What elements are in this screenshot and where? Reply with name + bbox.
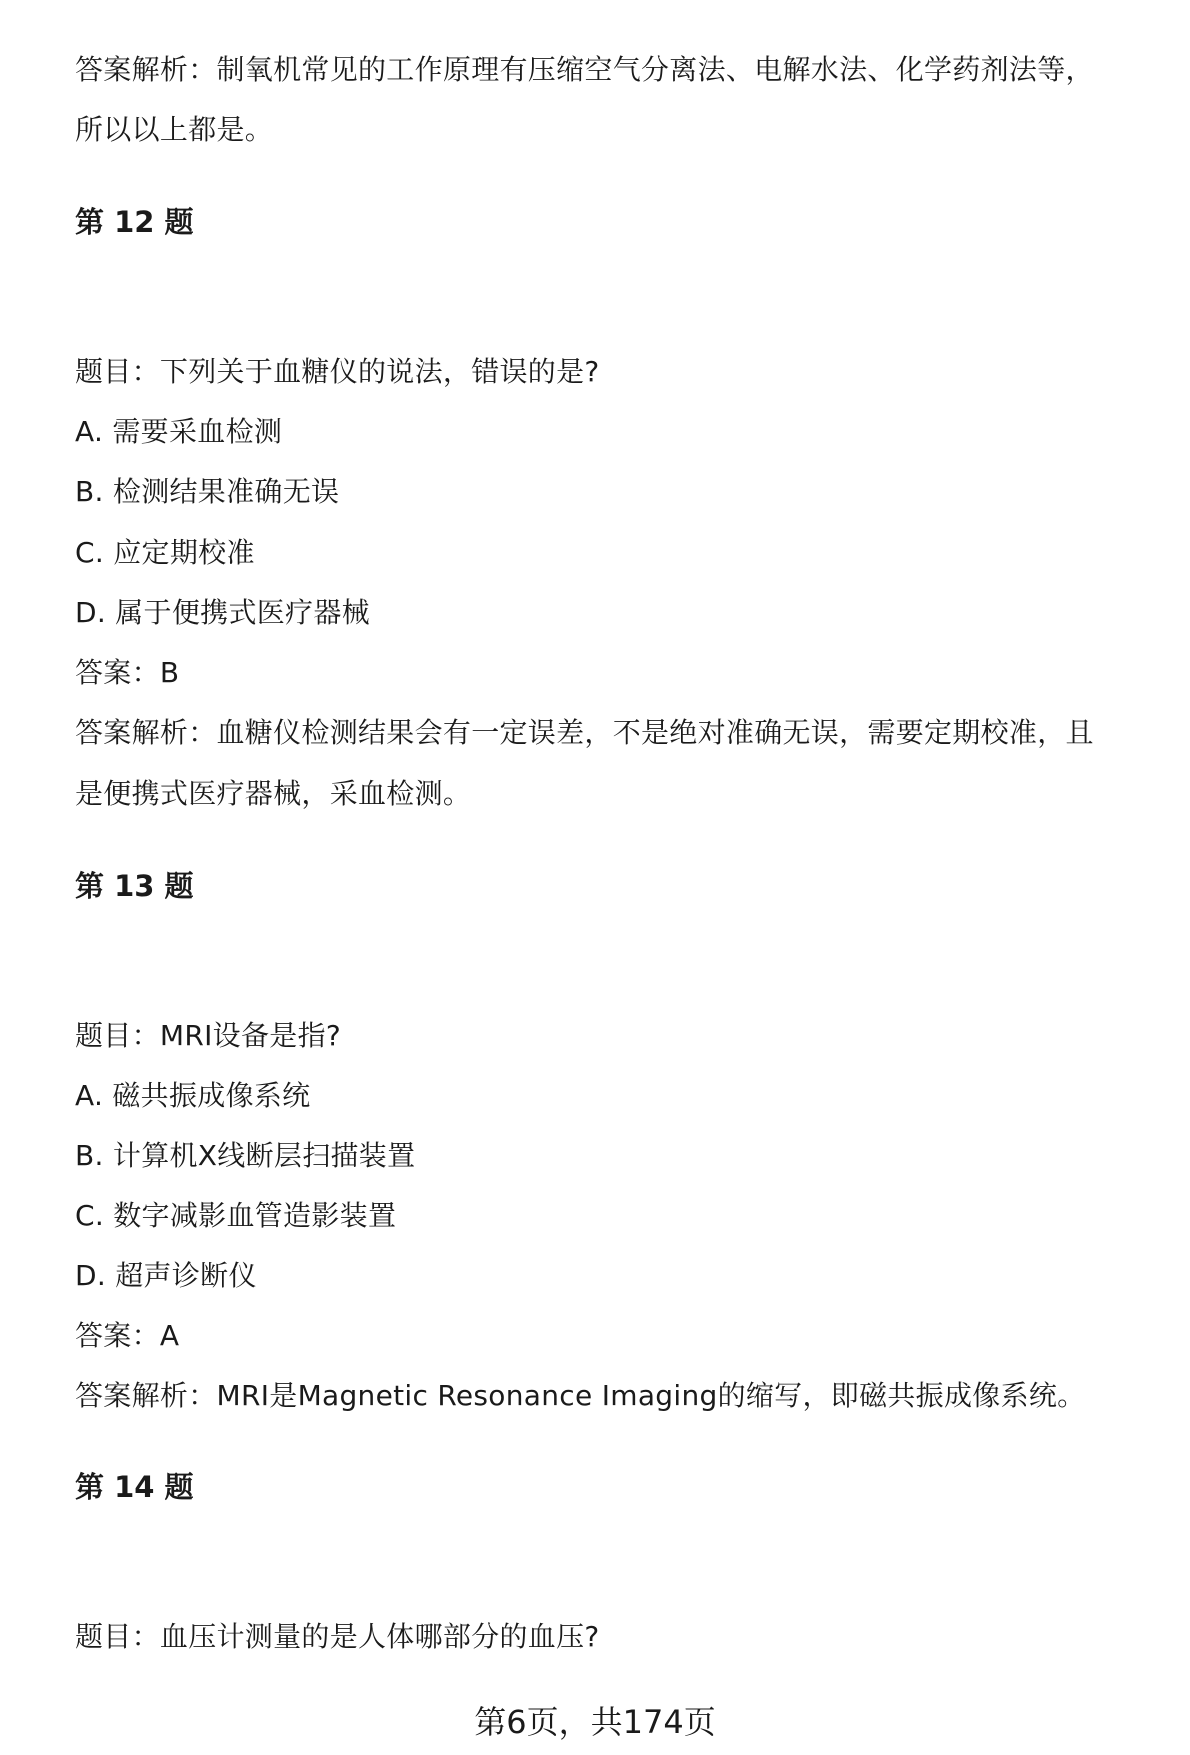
q13-option-b: B. 计算机X线断层扫描装置: [75, 1139, 416, 1172]
q11-explanation-line-2: 所以以上都是。: [75, 113, 274, 146]
q12-option-c: C. 应定期校准: [75, 536, 255, 569]
q13-option-a: A. 磁共振成像系统: [75, 1079, 311, 1112]
q13-option-c: C. 数字减影血管造影装置: [75, 1199, 397, 1232]
q14-question: 题目：血压计测量的是人体哪部分的血压?: [75, 1620, 600, 1653]
q13-question: 题目：MRI设备是指?: [75, 1019, 342, 1052]
q13-heading: 第 13 题: [75, 869, 194, 903]
page-number-footer: 第6页，共174页: [474, 1703, 716, 1741]
q13-option-d: D. 超声诊断仪: [75, 1259, 257, 1292]
q13-explanation-line-1: 答案解析：MRI是Magnetic Resonance Imaging的缩写，即磁共振成像系统。: [75, 1379, 1086, 1412]
q13-answer: 答案：A: [75, 1319, 180, 1352]
q12-option-b: B. 检测结果准确无误: [75, 475, 340, 508]
q12-answer: 答案：B: [75, 656, 180, 689]
q12-question: 题目：下列关于血糖仪的说法，错误的是?: [75, 355, 600, 388]
q11-explanation-line-1: 答案解析：制氧机常见的工作原理有压缩空气分离法、电解水法、化学药剂法等，: [75, 53, 1094, 86]
q12-option-d: D. 属于便携式医疗器械: [75, 596, 370, 629]
q12-option-a: A. 需要采血检测: [75, 415, 283, 448]
q14-heading: 第 14 题: [75, 1470, 194, 1504]
q12-explanation-line-2: 是便携式医疗器械，采血检测。: [75, 777, 472, 810]
q12-explanation-line-1: 答案解析：血糖仪检测结果会有一定误差，不是绝对准确无误，需要定期校准，且: [75, 716, 1094, 749]
q12-heading: 第 12 题: [75, 205, 194, 239]
